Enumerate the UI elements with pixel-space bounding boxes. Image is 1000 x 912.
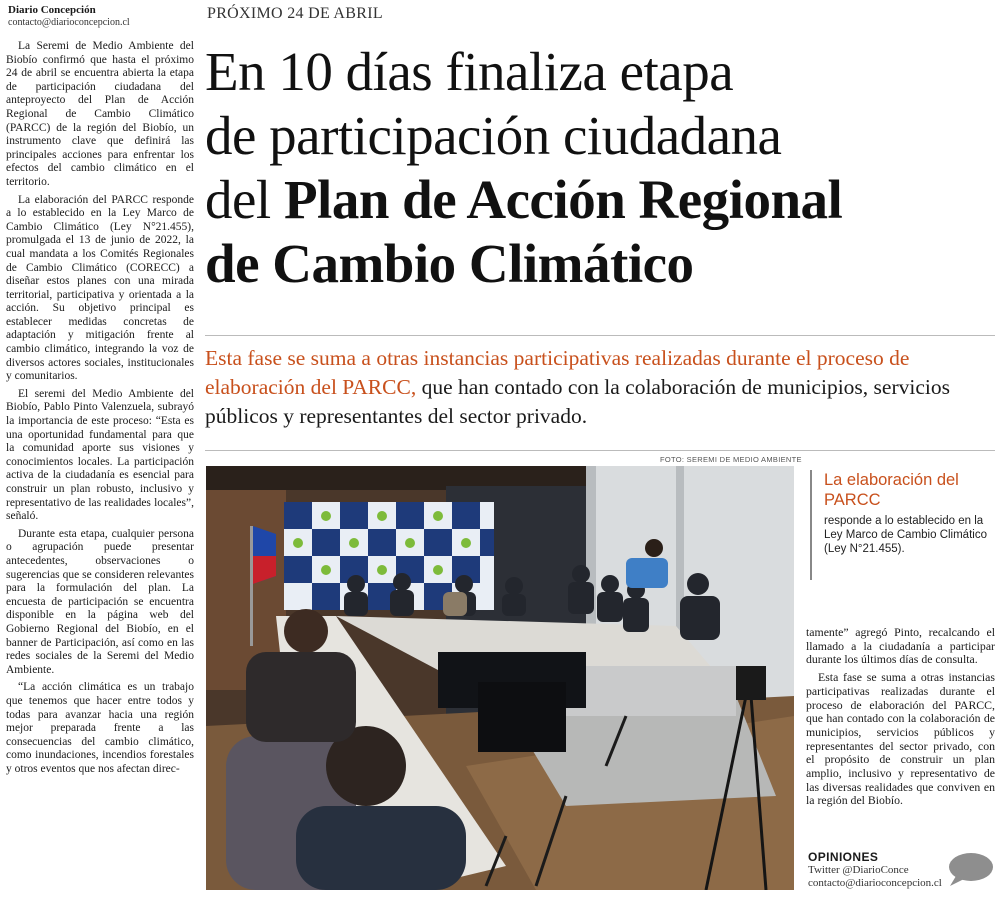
headline-line: de participación ciudadana (205, 105, 782, 166)
deck-text: que han contado con la colaboración de municipios, servicios públicos y representantes del sector privado. (205, 375, 950, 428)
speech-bubble-icon (946, 852, 994, 893)
photo-credit: FOTO: SEREMI DE MEDIO AMBIENTE (660, 455, 802, 464)
body-paragraph: Esta fase se suma a otras instancias participativas realizadas durante el proceso de elaboración del PARCC, que han contado con la colaboración de municipios, servicios públicos y representantes del sector privado, con el propósito de construir un plan amplio, inclusivo y representativo de las diversas realidades que conviven en la región del Biobío. (806, 670, 995, 808)
divider-rule (205, 450, 995, 451)
kicker: PRÓXIMO 24 DE ABRIL (207, 5, 383, 22)
pull-quote (810, 470, 995, 556)
byline-email[interactable]: contacto@diarioconcepcion.cl (8, 17, 130, 28)
opiniones-title: OPINIONES (808, 850, 879, 864)
body-paragraph: Durante esta etapa, cualquier persona o agrupación puede presentar antecedentes, observaciones o sugerencias que se consideren relevantes para la formulación del plan. La encuesta de participación se encuentra disponible en la página web del Gobierno Regional del Biobío, en el banner de Participación, así como en las redes sociales de la Seremi del Medio Ambiente. (6, 527, 194, 676)
body-paragraph: tamente” agregó Pinto, recalcando el llamado a la ciudadanía a participar durante los últimos días de consulta. (806, 625, 995, 667)
right-column (806, 626, 995, 812)
deck (205, 344, 995, 431)
body-paragraph: La Seremi de Medio Ambiente del Biobío confirmó que hasta el próximo 24 de abril se encuentra abierta la etapa de participación ciudadana del anteproyecto del Plan de Acción Regional de Cambio Climático (PARCC) de la región del Biobío, un instrumento clave que definirá las principales acciones para enfrentar los efectos del cambio climático en el territorio. (6, 40, 194, 188)
headline-line: En 10 días finaliza etapa (205, 41, 734, 102)
body-paragraph: El seremi del Medio Ambiente del Biobío, Pablo Pinto Valenzuela, subrayó la importancia de este proceso: “Esta es una oportunidad fundamental para que la comunidad aporte sus visiones y conocimientos locales. La participación activa de la ciudadanía es esencial para construir un plan robusto, inclusivo y representativo de las realidades locales”, señaló. (6, 387, 194, 523)
divider-rule (205, 335, 995, 336)
headline-bold: de Cambio Climático (205, 233, 694, 294)
body-paragraph: La elaboración del PARCC responde a lo establecido en la Ley Marco de Cambio Climático (Ley N°21.455), promulgada el 13 de junio de 2022, la cual mandata a los Comités Regionales de Cambio Climático (CORECC) a diseñar estos planes con una mirada territorial, participativa y orientada a la acción. Su objetivo principal es establecer medidas concretas de adaptación y mitigación frente al cambio climático, integrando la voz de diversos actores sociales, institucionales y comunitarios. (6, 193, 194, 383)
headline-line: del (205, 169, 284, 230)
byline (8, 4, 198, 29)
news-photo (206, 466, 794, 890)
pull-quote-heading: La elaboración del PARCC (824, 471, 959, 509)
deck-accent: Esta fase se suma a otras instancias participativas realizadas durante el proceso de elaboración del PARCC, (205, 346, 910, 399)
twitter-handle[interactable]: Twitter @DiarioConce (808, 864, 909, 876)
publication-name: Diario Concepción (8, 4, 96, 16)
body-paragraph: “La acción climática es un trabajo que tenemos que hacer entre todos y todas para avanzar hacia una región mejor preparada frente a las consecuencias del cambio climático, como inundaciones, incendios forestales y otros eventos que nos afectan direc- (6, 681, 194, 775)
meeting-photo-illustration (206, 466, 794, 890)
headline (205, 40, 995, 296)
opiniones-email[interactable]: contacto@diarioconcepcion.cl (808, 876, 942, 889)
pull-quote-text: responde a lo establecido en la Ley Marco de Cambio Climático (Ley N°21.455). (824, 515, 987, 555)
left-column (6, 40, 194, 910)
headline-bold: Plan de Acción Regional (283, 169, 843, 230)
pull-quote-bar (810, 470, 812, 580)
